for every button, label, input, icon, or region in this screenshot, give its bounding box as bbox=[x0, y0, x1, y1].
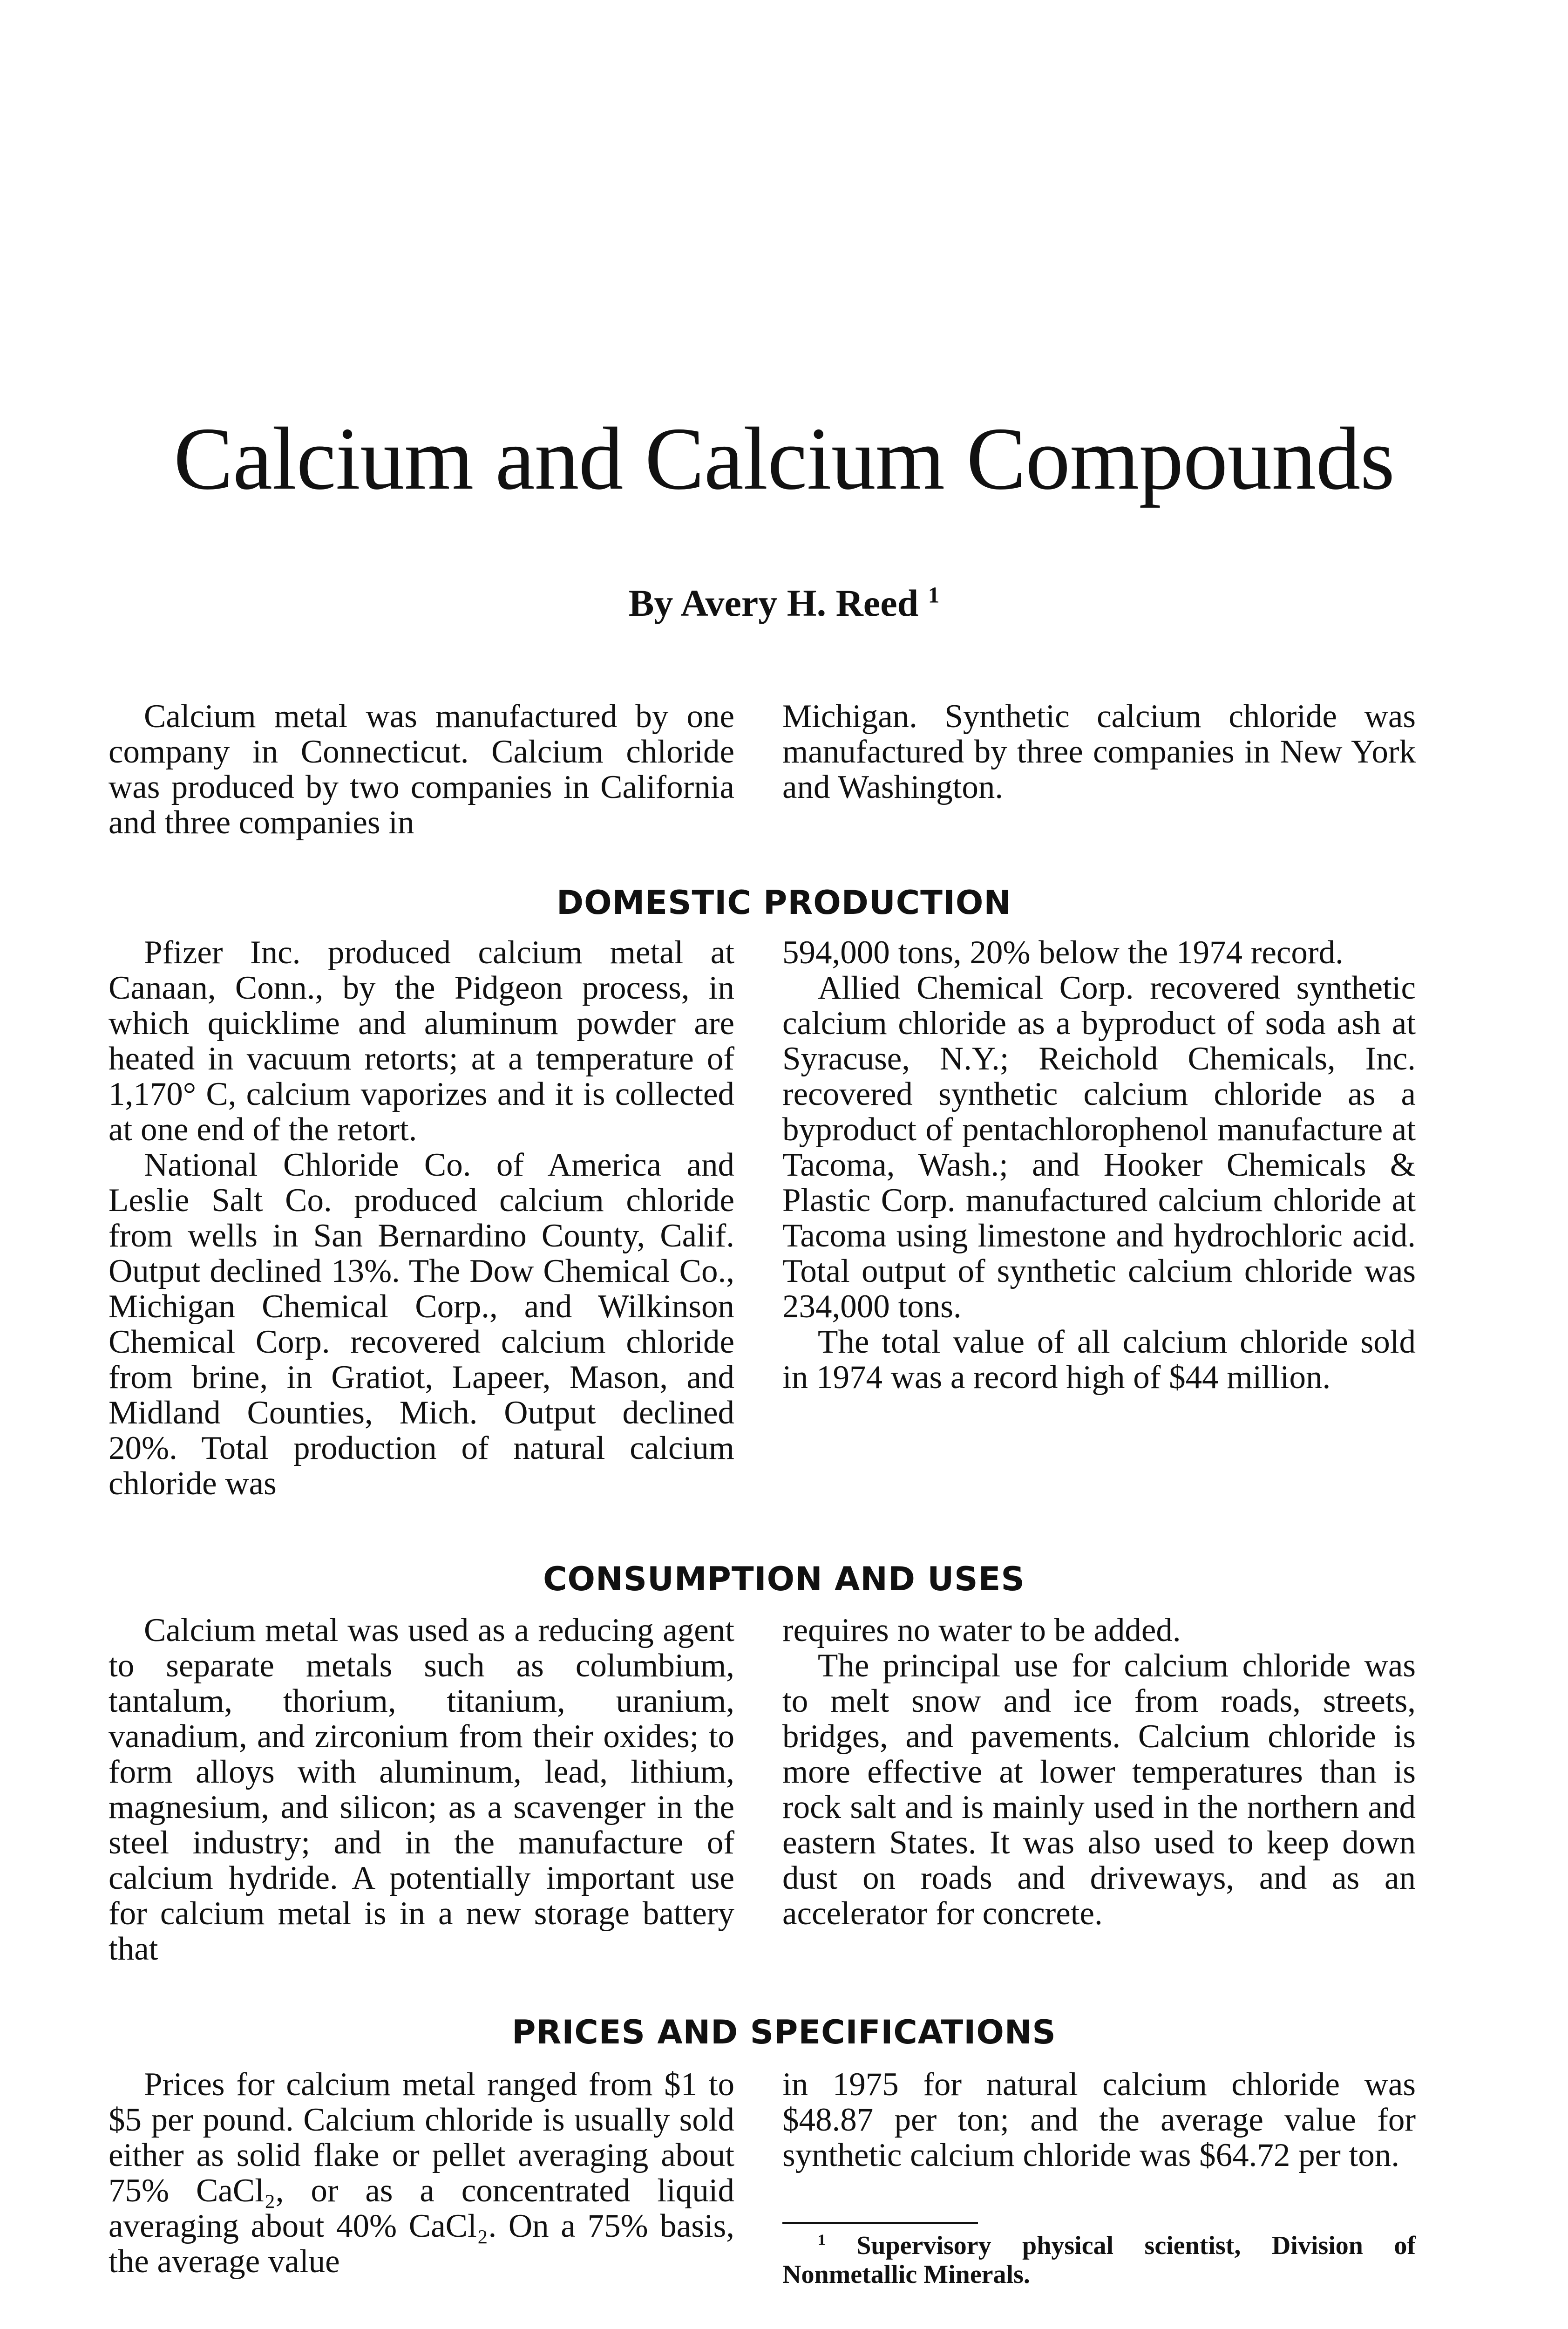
footnote-reference: 1 bbox=[928, 582, 940, 608]
section-heading-domestic-production: DOMESTIC PRODUCTION bbox=[557, 884, 1011, 922]
consumption-left-column bbox=[109, 1613, 734, 1967]
paragraph: Pfizer Inc. produced calcium metal at Canaan, Conn., by the Pidgeon process, in which quicklime and aluminum powder are heated in vacuum retorts; at a temperature of 1,170° C, calcium vaporizes and it is collected at one end of the retort. bbox=[109, 934, 734, 1148]
intro-right-column bbox=[782, 699, 1416, 805]
paragraph: requires no water to be added. bbox=[782, 1612, 1181, 1648]
consumption-right-column bbox=[782, 1613, 1416, 1931]
footnote-divider bbox=[782, 2222, 978, 2224]
paragraph: in 1975 for natural calcium chloride was $48.87 per ton; and the average value for synthetic calcium chloride was $64.72 per ton. bbox=[782, 2066, 1416, 2173]
author-name: By Avery H. Reed bbox=[628, 582, 919, 624]
intro-paragraph-continued: Michigan. Synthetic calcium chloride was manufactured by three companies in New York and Washington. bbox=[782, 698, 1416, 805]
prices-left-column bbox=[109, 2067, 734, 2279]
page-title: Calcium and Calcium Compounds bbox=[173, 409, 1395, 508]
paragraph: Calcium metal was used as a reducing agent to separate metals such as columbium, tantalum, thorium, titanium, uranium, vanadium, and zirconium from their oxides; to form alloys with aluminum, lead, lithium, magnesium, and silicon; as a scavenger in the steel industry; and in the manufacture of calcium hydride. A potentially important use for calcium metal is in a new storage battery that bbox=[109, 1612, 734, 1967]
author-byline bbox=[0, 580, 1568, 627]
prices-right-column bbox=[782, 2067, 1416, 2173]
domestic-left-column bbox=[109, 935, 734, 1501]
domestic-right-column bbox=[782, 935, 1416, 1395]
intro-left-column bbox=[109, 699, 734, 840]
intro-paragraph: Calcium metal was manufactured by one company in Connecticut. Calcium chloride was produced by two companies in California and three companies in bbox=[109, 698, 734, 841]
section-heading-prices-and-specifications: PRICES AND SPECIFICATIONS bbox=[512, 2013, 1056, 2051]
footnote-mark: 1 bbox=[818, 2231, 826, 2249]
paragraph: 594,000 tons, 20% below the 1974 record. bbox=[782, 934, 1344, 971]
paragraph: The principal use for calcium chloride was to melt snow and ice from roads, streets, bridges, and pavements. Calcium chloride is more effective at lower temperatures than is rock salt and is mainly used in the northern and eastern States. It was also used to keep down dust on roads and driveways, and as an accelerator for concrete. bbox=[782, 1648, 1416, 1932]
section-heading-consumption-and-uses: CONSUMPTION AND USES bbox=[543, 1560, 1025, 1598]
paragraph: The total value of all calcium chloride sold in 1974 was a record high of $44 million. bbox=[782, 1324, 1416, 1396]
paragraph: Prices for calcium metal ranged from $1 to $5 per pound. Calcium chloride is usually sold either as solid flake or pellet averaging about 75% CaCl₂, or as a concentrated liquid averaging about 40% CaCl₂. On a 75% basis, the average value bbox=[109, 2066, 734, 2280]
paragraph: National Chloride Co. of America and Leslie Salt Co. produced calcium chloride from wells in San Bernardino County, Calif. Output declined 13%. The Dow Chemical Co., Michigan Chemical Corp., and Wilkinson Chemical Corp. recovered calcium chloride from brine, in Gratiot, Lapeer, Mason, and Midland Counties, Mich. Output declined 20%. Total production of natural calcium chloride was bbox=[109, 1147, 734, 1502]
paragraph: Allied Chemical Corp. recovered synthetic calcium chloride as a byproduct of soda ash at Syracuse, N.Y.; Reichold Chemicals, Inc. recovered synthetic calcium chloride as a byproduct of pentachlorophenol manufacture at Tacoma, Wash.; and Hooker Chemicals & Plastic Corp. manufactured calcium chloride at Tacoma using limestone and hydrochloric acid. Total output of synthetic calcium chloride was 234,000 tons. bbox=[782, 970, 1416, 1325]
footnote bbox=[782, 2231, 1416, 2289]
footnote-text: Supervisory physical scientist, Division of Nonmetallic Minerals. bbox=[782, 2231, 1416, 2289]
